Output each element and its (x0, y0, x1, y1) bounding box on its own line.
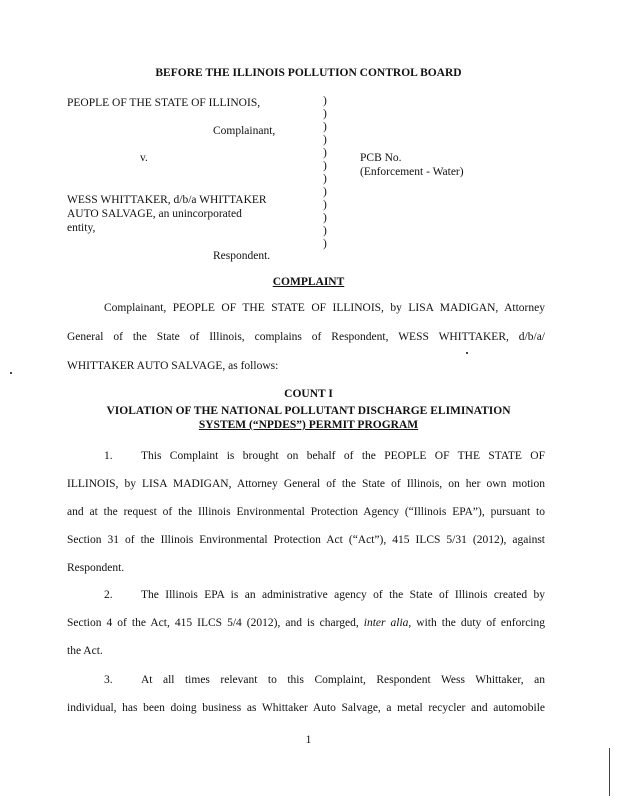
intro-line-2: General of the State of Illinois, complains of Respondent, WESS WHITTAKER, d/b/a/ (67, 331, 545, 343)
paren: ) (323, 225, 327, 237)
intro-line-1: Complainant, PEOPLE OF THE STATE OF ILLINOIS, by LISA MADIGAN, Attorney (104, 302, 545, 314)
paren: ) (323, 238, 327, 250)
paren: ) (323, 212, 327, 224)
court-title: BEFORE THE ILLINOIS POLLUTION CONTROL BOARD (155, 67, 462, 79)
paragraph-1-line-1: This Complaint is brought on behalf of the PEOPLE OF THE STATE OF (141, 450, 545, 462)
paragraph-1-line-3: and at the request of the Illinois Environmental Protection Agency (“Illinois EPA”), pursuant to (67, 506, 545, 518)
defendant-line-3: entity, (67, 222, 96, 234)
paragraph-number: 1. (104, 450, 113, 462)
paragraph-1-line-4: Section 31 of the Illinois Environmental Protection Act (“Act”), 415 ILCS 5/31 (2012), against (67, 534, 545, 546)
paren: ) (323, 121, 327, 133)
plaintiff-role: Complainant, (213, 125, 276, 137)
paragraph-2-line-1: The Illinois EPA is an administrative agency of the State of Illinois created by (141, 589, 545, 601)
defendant-line-2: AUTO SALVAGE, an unincorporated (67, 208, 242, 220)
paren: ) (323, 147, 327, 159)
plaintiff-name: PEOPLE OF THE STATE OF ILLINOIS, (67, 97, 261, 109)
intro-line-3: WHITTAKER AUTO SALVAGE, as follows: (67, 360, 279, 372)
paragraph-2-line-3: the Act. (67, 645, 103, 657)
paragraph-1-line-2: ILLINOIS, by LISA MADIGAN, Attorney General of the State of Illinois, on her own motion (67, 478, 545, 490)
paragraph-number: 2. (104, 589, 113, 601)
caption-parentheses (323, 95, 333, 251)
complaint-heading: COMPLAINT (272, 276, 345, 288)
paragraph-2-line-2-pre: Section 4 of the Act, 415 ILCS 5/4 (2012), and is charged, (67, 617, 364, 629)
paren: ) (323, 108, 327, 120)
defendant-role: Respondent. (213, 250, 271, 262)
paragraph-number: 3. (104, 674, 113, 686)
case-number: PCB No. (360, 152, 402, 164)
count-label: COUNT I (284, 388, 333, 400)
paragraph-3-line-1: At all times relevant to this Complaint, Respondent Wess Whittaker, an (141, 674, 545, 686)
paren: ) (323, 95, 327, 107)
count-title-line-2: SYSTEM (“NPDES”) PERMIT PROGRAM (198, 419, 419, 431)
scan-artifact (609, 748, 610, 796)
paragraph-2-line-2 (67, 617, 545, 630)
inter-alia: inter alia (363, 617, 409, 629)
scan-artifact (10, 372, 12, 374)
paren: ) (323, 173, 327, 185)
paren: ) (323, 160, 327, 172)
paragraph-3-line-2: individual, has been doing business as Whittaker Auto Salvage, a metal recycler and automobile (67, 702, 545, 714)
paren: ) (323, 134, 327, 146)
defendant-line-1: WESS WHITTAKER, d/b/a WHITTAKER (67, 194, 267, 206)
page-number: 1 (305, 734, 312, 746)
count-title-line-1: VIOLATION OF THE NATIONAL POLLUTANT DISCHARGE ELIMINATION (106, 405, 511, 417)
scan-artifact (466, 352, 468, 354)
case-type: (Enforcement - Water) (360, 166, 464, 178)
versus: v. (140, 152, 148, 164)
paragraph-2-line-2-post: , with the duty of enforcing (408, 617, 545, 629)
paren: ) (323, 199, 327, 211)
paren: ) (323, 186, 327, 198)
paragraph-1-line-5: Respondent. (67, 562, 125, 574)
